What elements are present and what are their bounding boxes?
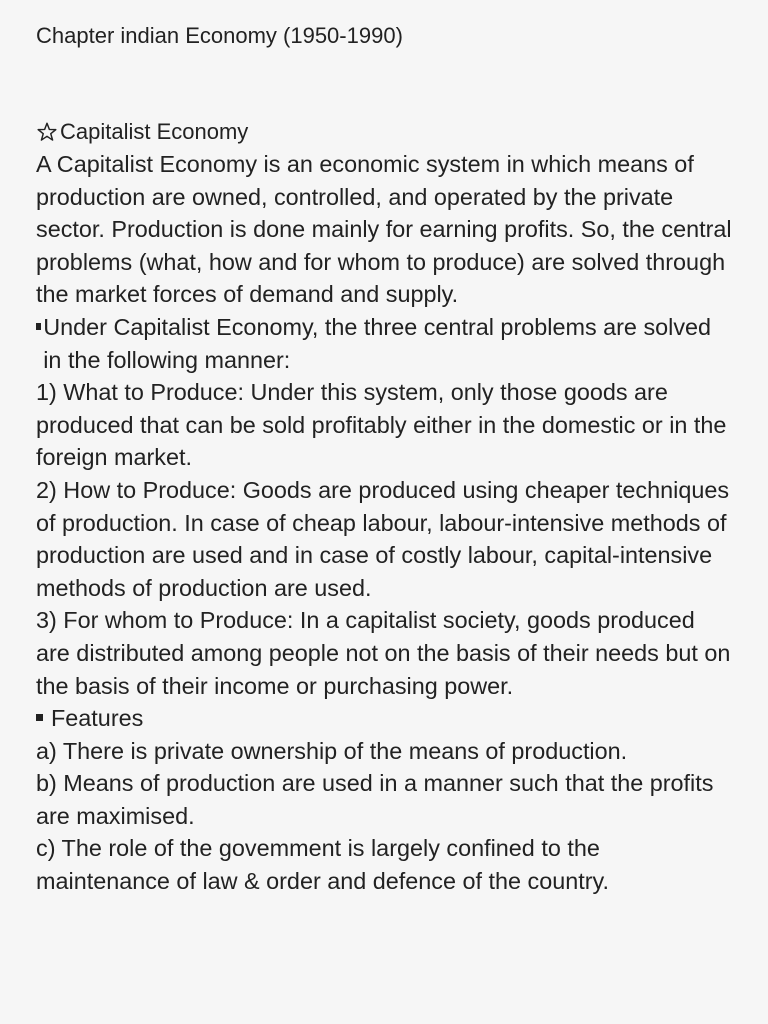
- capitalist-economy-section: [36, 116, 732, 898]
- square-bullet-icon: [36, 323, 41, 330]
- features-label: Features: [51, 705, 144, 732]
- central-problems-intro-text: Under Capitalist Economy, the three central problems are solved in the following manner:: [43, 313, 712, 373]
- point-what-to-produce: 1) What to Produce: Under this system, only those goods are produced that can be sold profitably either in the domestic or in the foreign market.: [36, 379, 727, 471]
- feature-item-c: c) The role of the govemment is largely confined to the maintenance of law & order and defence of the country.: [36, 835, 609, 895]
- features-heading: [36, 702, 732, 735]
- feature-item-b: b) Means of production are used in a manner such that the profits are maximised.: [36, 770, 714, 829]
- definition-paragraph: A Capitalist Economy is an economic system in which means of production are owned, controlled, and operated by the private sector. Production is done mainly for earning profits. So, the central problems (what, how and for whom to produce) are solved through the market forces of demand and supply.: [36, 151, 732, 308]
- section-heading: [36, 116, 732, 148]
- star-icon: [36, 121, 58, 143]
- central-problems-intro: [36, 311, 732, 376]
- square-bullet-icon: [36, 714, 43, 721]
- point-for-whom-to-produce: 3) For whom to Produce: In a capitalist society, goods produced are distributed among people not on the basis of their needs but on the basis of their income or purchasing power.: [36, 607, 731, 699]
- document-title: Chapter indian Economy (1950-1990): [36, 23, 403, 48]
- feature-item-a: a) There is private ownership of the means of production.: [36, 737, 628, 764]
- section-heading-label: Capitalist Economy: [60, 119, 249, 144]
- point-how-to-produce: 2) How to Produce: Goods are produced using cheaper techniques of production. In case of cheap labour, labour-intensive methods of production are used and in case of costly labour, capital-intensive methods of production are used.: [36, 476, 730, 601]
